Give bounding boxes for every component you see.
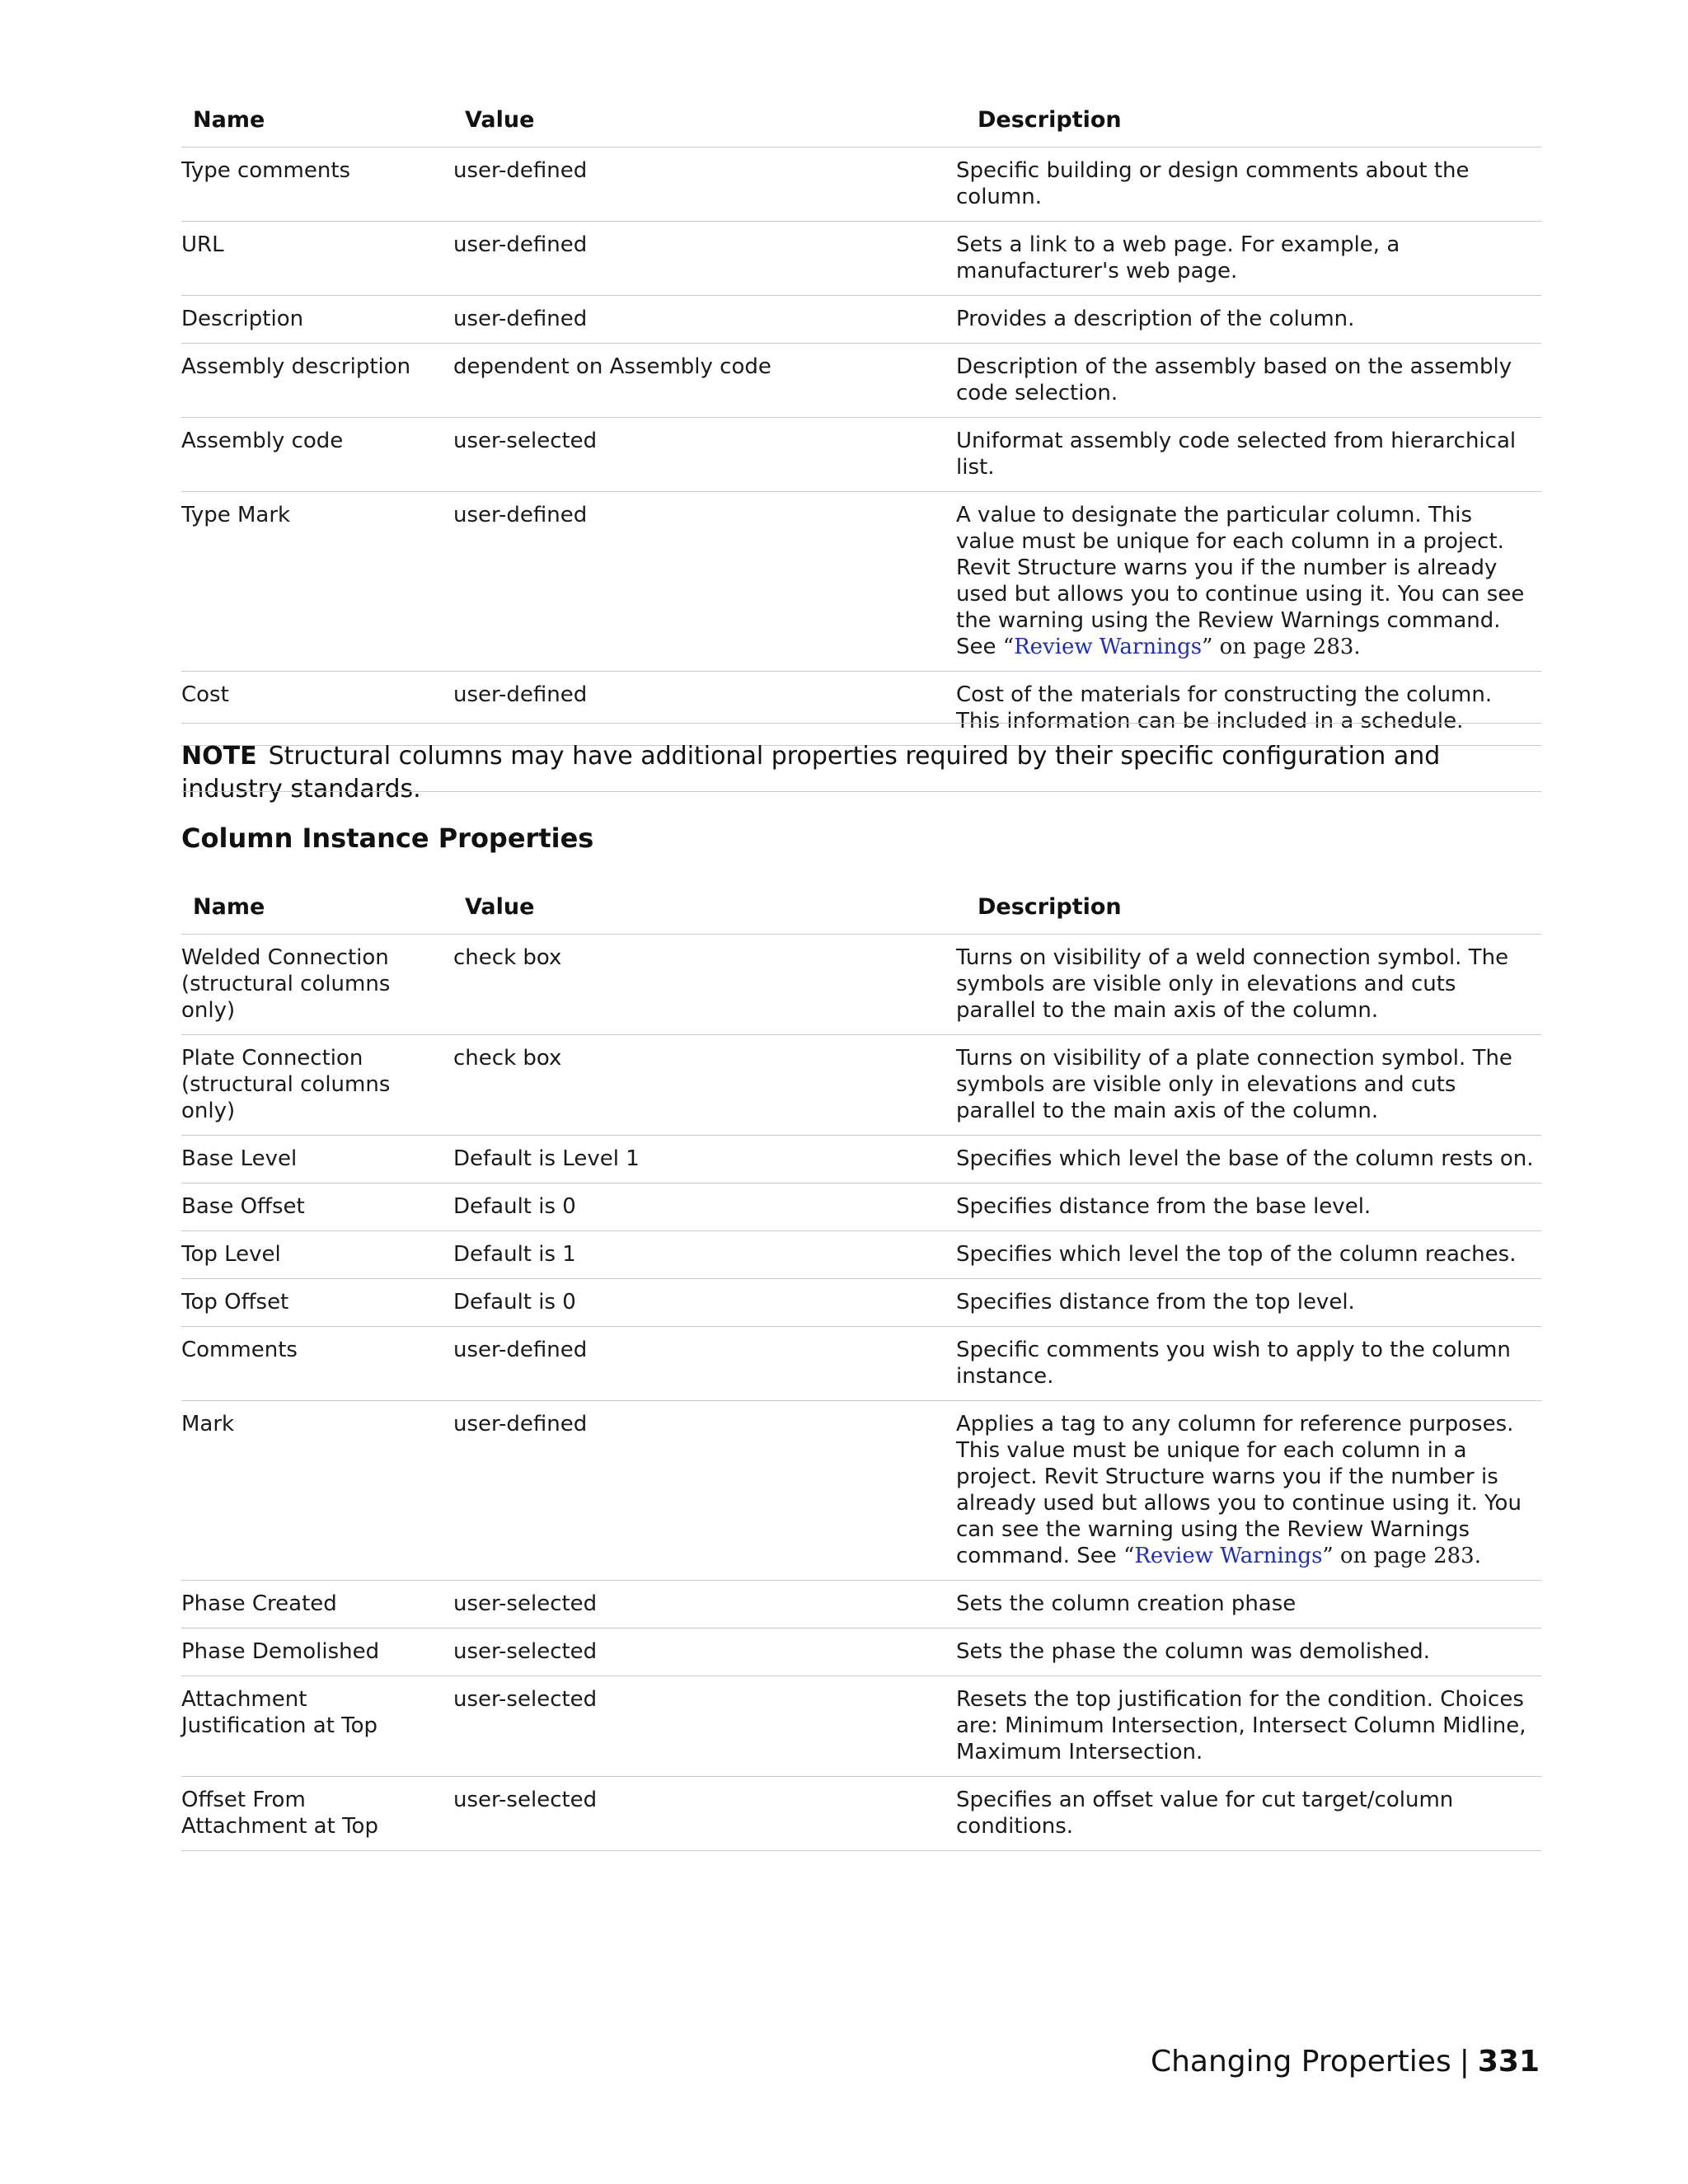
- row-name: Assembly description: [181, 344, 453, 418]
- row-name: Offset From Attachment at Top: [181, 1777, 453, 1851]
- row-description: Specifies an offset value for cut target/column conditions.: [956, 1777, 1541, 1851]
- note-top-rule: [181, 723, 1541, 724]
- row-description: Specifies distance from the top level.: [956, 1279, 1541, 1327]
- row-description: [956, 492, 1541, 672]
- row-name: Type Mark: [181, 492, 453, 672]
- row-value: user-selected: [453, 1581, 956, 1629]
- open-quote: “: [1123, 1544, 1135, 1568]
- row-name: Base Level: [181, 1136, 453, 1183]
- table-row: [181, 1035, 1541, 1136]
- description-text: Applies a tag to any column for reference purposes. This value must be unique for each column in a project. Revit Structure warns you if the number is already used but allows you to continue using it. You can see the warning using the Review Warnings command. See: [956, 1412, 1522, 1568]
- table-row: [181, 1279, 1541, 1327]
- description-text: A value to designate the particular column. This value must be unique for each column in a project. Revit Structure warns you if the number is already used but allows you to continue using it. You can see the warning using the Review Warnings command. See: [956, 503, 1525, 659]
- row-name: Attachment Justification at Top: [181, 1676, 453, 1777]
- table-row: [181, 1629, 1541, 1676]
- table-row: [181, 1136, 1541, 1183]
- row-description: Description of the assembly based on the assembly code selection.: [956, 344, 1541, 418]
- note-label: NOTE: [181, 742, 257, 771]
- table-row: [181, 222, 1541, 296]
- row-value: check box: [453, 1035, 956, 1136]
- row-description: Resets the top justification for the condition. Choices are: Minimum Intersection, Intersect Column Midline, Maximum Intersection.: [956, 1676, 1541, 1777]
- row-value: Default is 0: [453, 1279, 956, 1327]
- row-description: Turns on visibility of a plate connection symbol. The symbols are visible only in elevations and cuts parallel to the main axis of the column.: [956, 1035, 1541, 1136]
- row-value: user-selected: [453, 1629, 956, 1676]
- instance-properties-table: [181, 894, 1541, 1851]
- page-reference: ” on page 283.: [1202, 635, 1361, 659]
- row-description: Specific comments you wish to apply to the column instance.: [956, 1327, 1541, 1401]
- header-name: Name: [181, 894, 453, 935]
- row-description: Specific building or design comments about the column.: [956, 148, 1541, 222]
- table-row: [181, 296, 1541, 344]
- note-bottom-rule: [181, 791, 1541, 792]
- footer-separator: |: [1459, 2045, 1470, 2079]
- page-number: 331: [1477, 2045, 1540, 2079]
- row-value: user-defined: [453, 296, 956, 344]
- page-reference: ” on page 283.: [1322, 1544, 1481, 1568]
- footer-section-title: Changing Properties: [1150, 2045, 1451, 2079]
- row-value: user-defined: [453, 222, 956, 296]
- row-value: user-selected: [453, 418, 956, 492]
- table-header-row: [181, 894, 1541, 935]
- table-row: [181, 1777, 1541, 1851]
- table-row: [181, 148, 1541, 222]
- row-description: Uniformat assembly code selected from hierarchical list.: [956, 418, 1541, 492]
- row-name: URL: [181, 222, 453, 296]
- review-warnings-link[interactable]: Review Warnings: [1014, 635, 1203, 659]
- table-row: [181, 344, 1541, 418]
- row-description: Provides a description of the column.: [956, 296, 1541, 344]
- row-value: dependent on Assembly code: [453, 344, 956, 418]
- row-description: Turns on visibility of a weld connection symbol. The symbols are visible only in elevations and cuts parallel to the main axis of the column.: [956, 935, 1541, 1035]
- row-value: user-defined: [453, 1401, 956, 1581]
- row-value: Default is 1: [453, 1231, 956, 1279]
- row-name: Plate Connection (structural columns only): [181, 1035, 453, 1136]
- table-row: [181, 1401, 1541, 1581]
- row-value: user-defined: [453, 672, 956, 746]
- table-row: [181, 1231, 1541, 1279]
- row-name: Phase Created: [181, 1581, 453, 1629]
- table-row: [181, 492, 1541, 672]
- table-row: [181, 672, 1541, 746]
- row-description: Sets the phase the column was demolished.: [956, 1629, 1541, 1676]
- review-warnings-link[interactable]: Review Warnings: [1134, 1544, 1323, 1568]
- row-name: Type comments: [181, 148, 453, 222]
- section-title: Column Instance Properties: [181, 823, 594, 854]
- header-name: Name: [181, 107, 453, 148]
- table-row: [181, 1676, 1541, 1777]
- table-row: [181, 1327, 1541, 1401]
- row-name: Top Level: [181, 1231, 453, 1279]
- row-description: Sets the column creation phase: [956, 1581, 1541, 1629]
- header-value: Value: [453, 894, 956, 935]
- row-description: Specifies distance from the base level.: [956, 1183, 1541, 1231]
- row-value: user-defined: [453, 1327, 956, 1401]
- row-value: user-defined: [453, 148, 956, 222]
- row-value: user-defined: [453, 492, 956, 672]
- note-text: Structural columns may have additional properties required by their specific configuration and industry standards.: [181, 742, 1441, 804]
- header-description: Description: [956, 894, 1541, 935]
- row-description: Specifies which level the base of the column rests on.: [956, 1136, 1541, 1183]
- row-name: Cost: [181, 672, 453, 746]
- header-description: Description: [956, 107, 1541, 148]
- row-description: Cost of the materials for constructing the column. This information can be included in a schedule.: [956, 672, 1541, 746]
- row-value: check box: [453, 935, 956, 1035]
- row-description: Sets a link to a web page. For example, a manufacturer's web page.: [956, 222, 1541, 296]
- note-block: [181, 740, 1541, 806]
- table-row: [181, 935, 1541, 1035]
- row-name: Top Offset: [181, 1279, 453, 1327]
- row-value: user-selected: [453, 1777, 956, 1851]
- table-row: [181, 1183, 1541, 1231]
- row-description: Specifies which level the top of the column reaches.: [956, 1231, 1541, 1279]
- row-name: Welded Connection (structural columns only): [181, 935, 453, 1035]
- row-description: [956, 1401, 1541, 1581]
- row-value: Default is Level 1: [453, 1136, 956, 1183]
- row-name: Phase Demolished: [181, 1629, 453, 1676]
- header-value: Value: [453, 107, 956, 148]
- row-name: Comments: [181, 1327, 453, 1401]
- row-name: Base Offset: [181, 1183, 453, 1231]
- row-name: Mark: [181, 1401, 453, 1581]
- page-footer: [1151, 2045, 1540, 2079]
- row-value: user-selected: [453, 1676, 956, 1777]
- table-header-row: [181, 107, 1541, 148]
- open-quote: “: [1002, 635, 1015, 659]
- row-value: Default is 0: [453, 1183, 956, 1231]
- row-name: Description: [181, 296, 453, 344]
- type-properties-table: [181, 107, 1541, 746]
- row-name: Assembly code: [181, 418, 453, 492]
- table-row: [181, 418, 1541, 492]
- table-row: [181, 1581, 1541, 1629]
